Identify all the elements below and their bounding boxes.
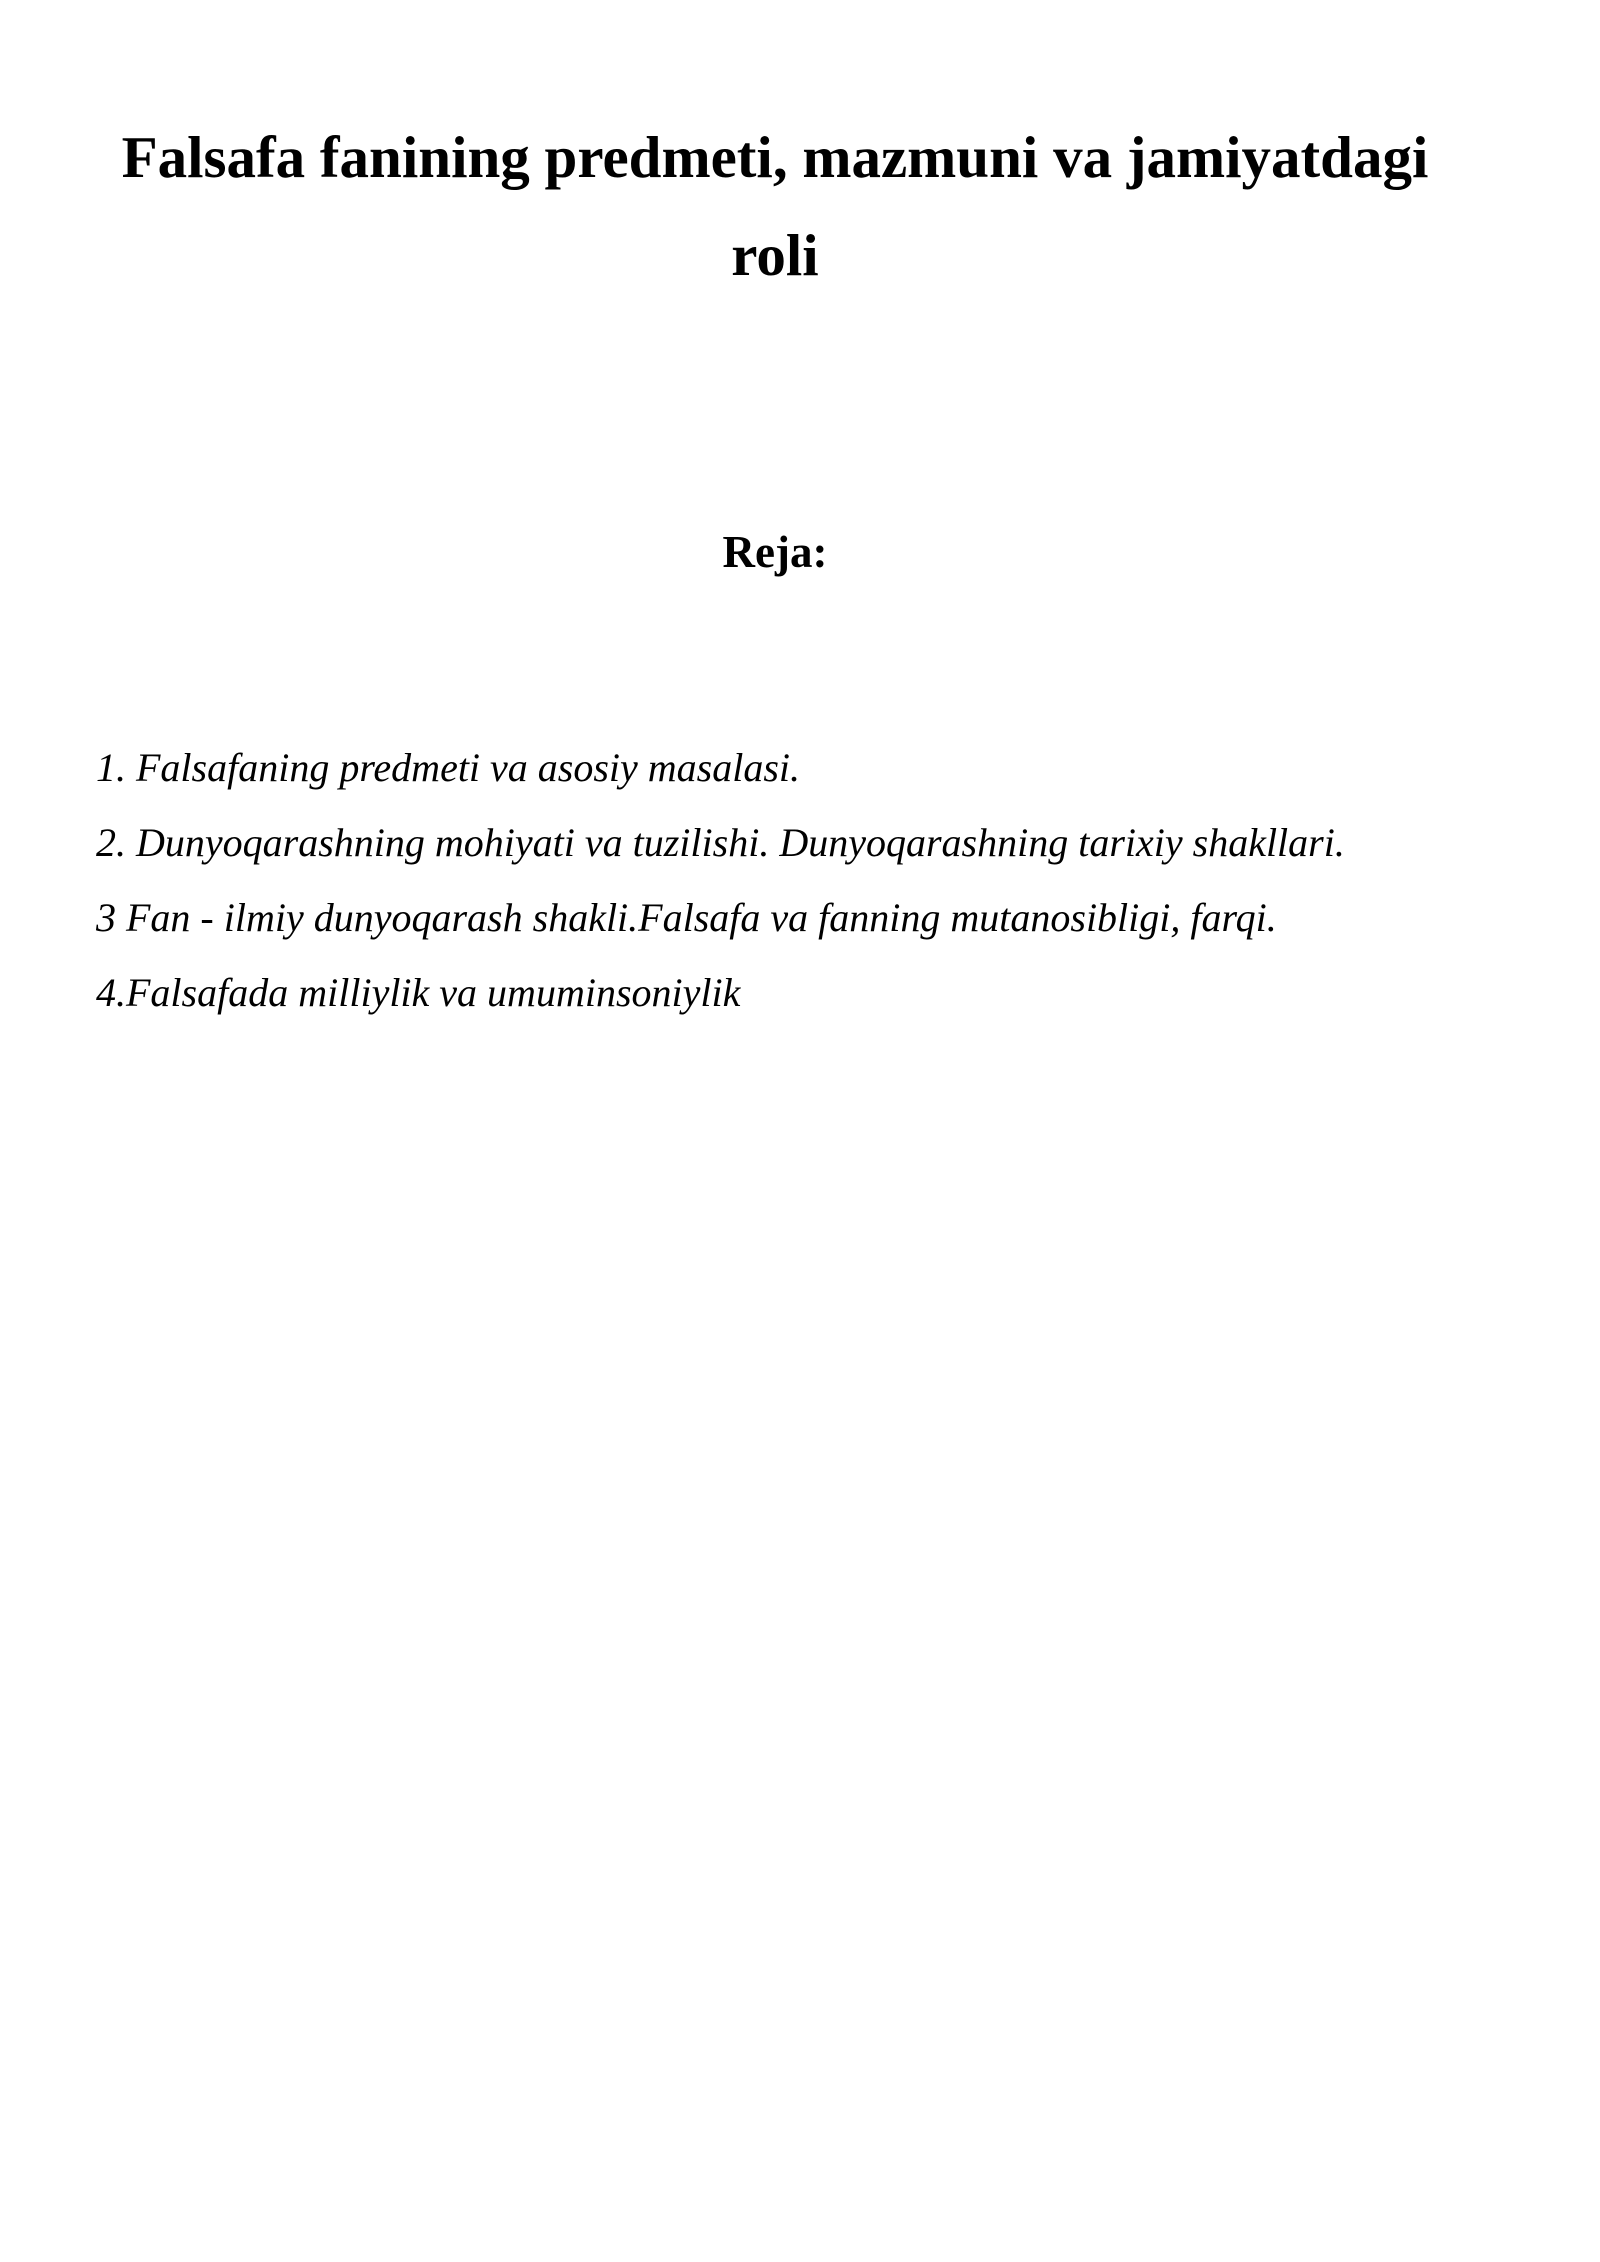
plan-item-4: 4.Falsafada milliylik va umuminsoniylik xyxy=(96,970,741,1015)
plan-list xyxy=(96,730,1516,1030)
plan-item-3: 3 Fan - ilmiy dunyoqarash shakli.Falsafa va fanning mutanosibligi, farqi. xyxy=(96,895,1277,940)
document-title: Falsafa fanining predmeti, mazmuni va jamiyatdagi roli xyxy=(121,124,1429,288)
plan-item-1: 1. Falsafaning predmeti va asosiy masalasi. xyxy=(96,745,801,790)
plan-item-2: 2. Dunyoqarashning mohiyati va tuzilishi. Dunyoqarashning tarixiy shakllari. xyxy=(96,820,1345,865)
plan-heading: Reja: xyxy=(722,527,828,577)
